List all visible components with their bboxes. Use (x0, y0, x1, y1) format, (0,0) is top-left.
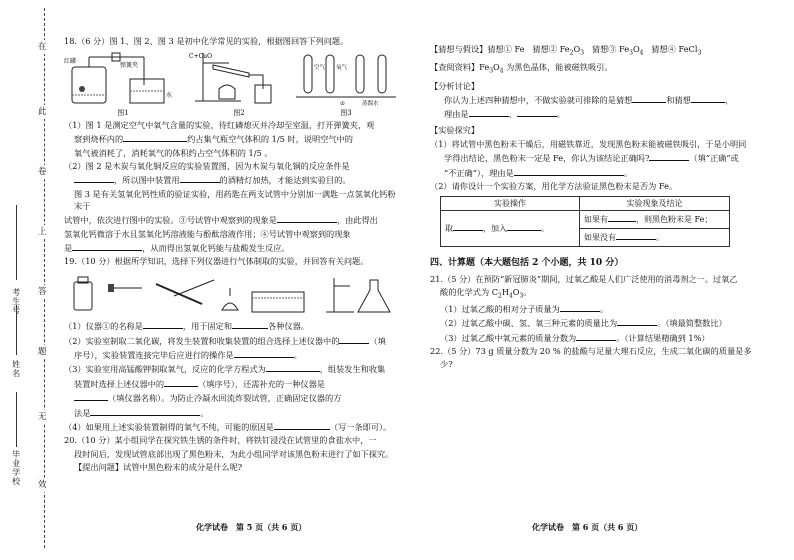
q21-formula-line: 酸的化学式为 $C_2H_4O_3$。 (440, 287, 532, 300)
q20-heading-line2: 段时间后，发现试管底部出现了黑色粉末，为此小组同学对该黑色粉末进行了如下探究。 (74, 448, 394, 459)
figure-3 (296, 49, 396, 118)
q20-question-tag: 【提出问题】试管中黑色粉末的成分是什么呢? (74, 462, 243, 473)
reference-info: 【查阅资料】$Fe_3O_4$ 为黑色晶体，能被磁铁吸引。 (430, 62, 613, 75)
answer-blank[interactable] (143, 320, 183, 329)
analysis-text: 你认为上述四种猜想中，不做实验就可排除的是猜想 (444, 95, 633, 106)
answer-blank[interactable] (180, 174, 220, 183)
result-cell-1: 如果有 ，则黑色粉末是 Fe； (580, 211, 730, 229)
q21-p2-text: 。（填最简整数比） (657, 318, 727, 329)
answer-blank[interactable] (164, 378, 198, 387)
answer-blank[interactable] (159, 133, 187, 142)
fig1-label-water: 水 (166, 91, 173, 99)
gas-apparatus-diagram (64, 274, 396, 318)
q21-p3-text: （3）过氧乙酸中氧元素的质量分数为 (440, 332, 577, 343)
name-label: 姓名 (11, 360, 21, 378)
section-4-heading: 四、计算题（本大题包括 2 个小题，共 10 分） (430, 257, 624, 268)
fig2-label-reagent: C+CuO (189, 52, 212, 60)
answer-blank[interactable] (617, 317, 657, 326)
q19-p2-text: 。 (293, 349, 302, 360)
binding-margin (0, 0, 56, 560)
figure-2-caption: 图2 (233, 108, 245, 117)
figure-1-caption: 图1 (117, 108, 129, 117)
hypothesis-4-label: 猜想④ (651, 44, 676, 54)
answer-blank[interactable] (576, 332, 616, 341)
answer-blank[interactable] (649, 152, 689, 161)
hypothesis-1-label: 【猜想与假设】猜想① (430, 44, 512, 54)
cut-mark: 题 (38, 345, 47, 359)
answer-blank[interactable] (72, 242, 142, 251)
cut-mark: 答 (38, 285, 47, 299)
table-header-result: 实验现象及结论 (580, 196, 730, 211)
page-6-footer: 化学试卷 第 6 页（共 6 页） (532, 522, 643, 532)
q19-p3-text: 法是 (74, 407, 91, 418)
exp2-line: （2）请你设计一个实验方案，用化学方法验证黑色粉末是否为 Fe。 (430, 180, 678, 191)
cut-line (44, 8, 45, 548)
figure-2 (189, 49, 289, 118)
q18-p1-text: 约占集气瓶空气体积的 1/5 时，说明空气中的 (187, 134, 353, 145)
exp1-text: “不正确”），理由是 (444, 167, 514, 178)
analysis-text: 。 (556, 109, 565, 120)
answer-blank[interactable] (90, 407, 200, 416)
answer-blank[interactable] (691, 94, 725, 103)
answer-blank[interactable] (123, 133, 159, 142)
q19-p1-text: ，用于固定和 (182, 321, 233, 332)
q18-p3-text: ，从而得出氢氧化钙能与盐酸发生反应。 (142, 242, 290, 253)
answer-blank[interactable] (453, 222, 483, 231)
q18-p2-line1: （2）图 2 是木炭与氧化铜反应的实验装置图，因为木炭与氧化铜的反应条件是 (64, 161, 350, 172)
answer-blank[interactable] (514, 167, 624, 176)
analysis-tag: 【分析讨论】 (430, 80, 480, 91)
q21-p3-text: 。（计算结果精确到 1%） (616, 332, 710, 343)
candidate-no-line (16, 205, 17, 280)
figure-3-caption: 图3 (340, 108, 352, 117)
carbon-copper-oxide-apparatus-diagram (189, 49, 289, 107)
hypothesis-2-label: 猜想② (532, 44, 557, 54)
q19-p2-text: （填 (369, 335, 386, 346)
q19-p1-text: （1）仪器①的名称是 (64, 321, 143, 332)
page-5-footer: 化学试卷 第 5 页（共 6 页） (196, 522, 307, 532)
q18-p3-text: 试管中，依次进行图中的实验。③号试管中观察到的现象是 (64, 215, 277, 226)
q18-p3-text: ，由此得出 (336, 215, 378, 226)
exp1-line1: （1）将试管中黑色粉末干燥后，用磁铁靠近，发现黑色粉末能被磁铁吸引，于是小明同 (430, 138, 747, 149)
answer-blank[interactable] (560, 303, 600, 312)
fig3-label-air: 空气 (314, 64, 326, 71)
answer-blank[interactable] (277, 214, 337, 223)
operation-cell: 取 ，加入 。 (441, 211, 580, 246)
q18-figures (64, 50, 396, 118)
q19-p2-text: （2）实验室制取二氧化碳，将发生装置和收集装置的组合选择上述仪器中的 (64, 335, 340, 346)
answer-blank[interactable] (507, 222, 541, 231)
q19-apparatus-figures (64, 270, 396, 318)
cut-mark: 卷 (38, 165, 47, 179)
q19-p4-text: （写一条即可）。 (329, 421, 392, 432)
answer-blank[interactable] (608, 213, 636, 222)
answer-blank[interactable] (74, 392, 108, 401)
cut-mark: 效 (38, 478, 47, 492)
fig3-label-water: 蒸馏水 (362, 100, 379, 107)
answer-blank[interactable] (74, 174, 114, 183)
q19-p3-text: 。 (200, 407, 209, 418)
hypothesis-2: $Fe_2O_3$ (559, 44, 585, 57)
q19-p3-text: （填序号），还需补充的一种仪器是 (198, 378, 325, 389)
hypothesis-1: Fe (514, 44, 525, 54)
answer-blank[interactable] (469, 108, 509, 117)
answer-blank[interactable] (339, 335, 369, 344)
cut-mark: 此 (38, 105, 47, 119)
school-label: 毕业学校 (11, 450, 21, 486)
analysis-text: 和猜想 (666, 95, 691, 106)
q19-p4-text: （4）如果用上述实验装置制得的氧气不纯，可能的原因是 (64, 421, 274, 432)
exp1-text: 。 (623, 167, 632, 178)
q18-p1-line3: 氧气被消耗了，消耗氧气的体积约占空气体积的 1/5 。 (74, 147, 273, 158)
analysis-text: 、 (508, 109, 517, 120)
cut-mark: 上 (38, 225, 47, 239)
q19-p3-text: ，组装发生和收集 (319, 364, 386, 375)
analysis-text: ， (724, 95, 734, 106)
fig3-label-tube: ② (340, 100, 345, 107)
q19-heading: 19.（10 分）根据所学知识，选择下列仪器进行气体制取的实验，并回答有关问题。 (64, 256, 369, 267)
answer-blank[interactable] (616, 231, 656, 240)
page-5 (64, 36, 396, 475)
page-6 (430, 44, 760, 373)
analysis-text: 理由是 (444, 109, 469, 120)
q20-heading-line1: 20.（10 分）某小组同学在探究铁生锈的条件时，将铁钉浸没在试管里的食盐水中，一 (64, 435, 377, 446)
hypothesis-line (430, 44, 760, 58)
cut-mark: 在 (38, 40, 47, 54)
answer-blank[interactable] (632, 94, 666, 103)
experiment-tag: 【实验探究】 (430, 125, 480, 136)
q18-p2-text: 的酒精灯加热，才能达到实验目的。 (219, 175, 351, 186)
q18-p1-line1: （1）图 1 是测定空气中氧气含量的实验，待红磷熄灭并冷却至室温，打开弹簧夹，观 (64, 119, 375, 130)
q18-p2-text: ，所以图中装置用 (114, 175, 180, 186)
q21-heading-line1: 21.（5 分）在预防“新冠肺炎”期间，过氧乙酸是人们广泛使用的消毒剂之一。过氧乙 (430, 273, 738, 284)
cut-mark: 无 (38, 410, 47, 424)
q19-p1-text: 各种仪器。 (268, 321, 309, 332)
q22-heading-line2: 少? (440, 359, 453, 370)
exp1-text: 学得出结论，黑色粉末一定是 Fe，你认为该结论正确吗? (444, 153, 650, 164)
q18-p3-text: 是 (64, 242, 73, 253)
experiment-table (440, 196, 730, 247)
table-header-operation: 实验操作 (441, 196, 580, 211)
q19-p3-text: （3）实验室用高锰酸钾制取氧气，反应的化学方程式为 (64, 364, 266, 375)
fig1-label-phosphorus: 红磷 (64, 57, 77, 65)
test-tube-rack-diagram (296, 49, 396, 107)
fig3-label-oxygen: 氧气 (336, 64, 348, 71)
answer-blank[interactable] (234, 349, 294, 358)
q19-p3-text: 装置时选择上述仪器中的 (74, 378, 165, 389)
result-cell-2: 如果没有 。 (580, 228, 730, 246)
red-phosphorus-apparatus-diagram (64, 49, 182, 107)
q21-p1-text: （1）过氧乙酸的相对分子质量为 (440, 303, 560, 314)
school-line (16, 392, 17, 447)
answer-blank[interactable] (266, 363, 320, 372)
q18-heading: 18.（6 分）图 1、图 2、图 3 是初中化学常见的实验，根据图回答下列问题。 (64, 36, 349, 46)
hypothesis-3: $Fe_3O_4$ (619, 44, 644, 57)
candidate-no-label: 考生号 (11, 288, 21, 315)
q19-p2-text: 序号），实验装置连接完毕后应进行的操作是 (74, 349, 234, 360)
q21-p1-text: 。 (599, 303, 609, 314)
hypothesis-4: FeCl$_3$ (678, 44, 702, 57)
q18-p3-line3: 氢氧化钙微溶于水且氢氧化钙溶液能与酚酞溶液作用；④号试管中观察到的现象 (64, 228, 351, 239)
q21-p2-text: （2）过氧乙酸中碳、氢、氧三种元素的质量比为 (440, 318, 618, 329)
answer-blank[interactable] (232, 320, 268, 329)
q18-p3-line1: 图 3 是有关氢氧化钙性质的验证实验，用药匙在两支试管中分别加一满匙一点氢氧化钙粉末于 (74, 188, 396, 211)
q19-p3-text: （填仪器名称）。为防止冷凝水回流炸裂试管，正确固定仪器的方 (108, 393, 342, 404)
answer-blank[interactable] (517, 108, 557, 117)
answer-blank[interactable] (274, 421, 330, 430)
name-line (16, 305, 17, 355)
figure-1 (64, 49, 182, 118)
q22-heading-line1: 22.（5 分）73 g 质量分数为 20 % 的盐酸与足量大理石反应，生成二氧化碳的质量是多 (430, 346, 752, 356)
hypothesis-3-label: 猜想③ (591, 44, 617, 54)
q18-p1-text: 察到烧杯内的 (74, 134, 124, 145)
fig1-label-clamp: 弹簧夹 (120, 61, 139, 69)
exp1-text: （填“正确”或 (689, 153, 739, 164)
